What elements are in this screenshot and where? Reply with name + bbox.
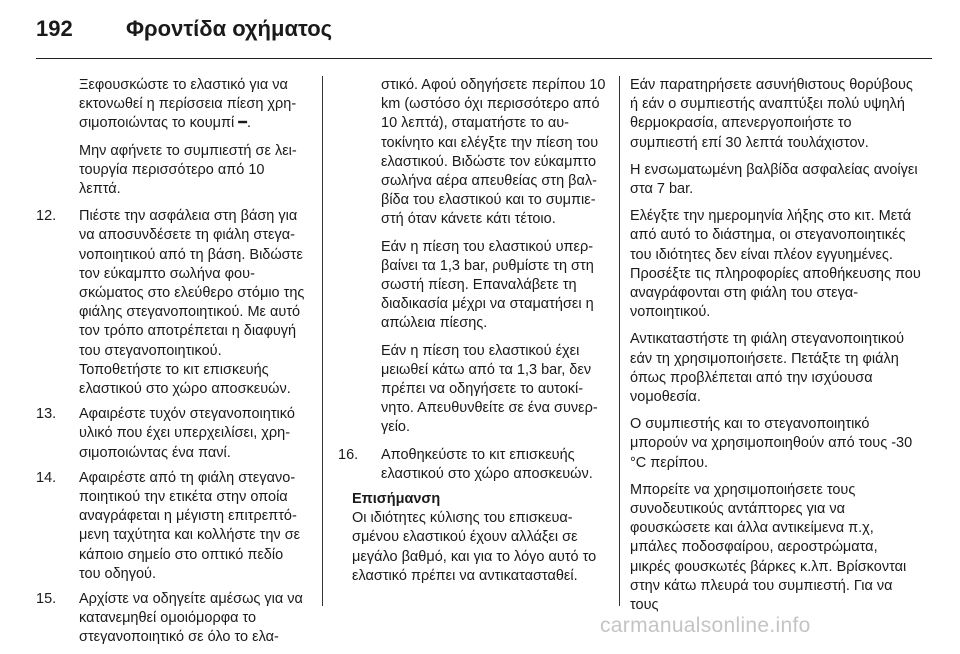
paragraph: Η ενσωματωμένη βαλβίδα ασφαλείας ανοίγει στα 7 bar. bbox=[630, 161, 918, 198]
list-item bbox=[36, 405, 306, 463]
paragraph: Εάν παρατηρήσετε ασυνήθιστους θορύβους ή εάν ο συμπιεστής αναπτύξει πολύ υψηλή θερμοκρασία, απενεργοποιήστε το συμπιεστή επί 30 λεπτά τουλάχιστον. bbox=[630, 77, 913, 151]
watermark-text: carmanualsonline.info bbox=[600, 614, 811, 637]
list-item-text: Πιέστε την ασφάλεια στη βάση για να αποσυνδέσετε τη φιάλη στεγανοποιητικού από τη βάση. Βιδώστε τον εύκαμπτο σωλήνα φουσκώματος στο ελεύθερο στόμιο της φιάλης στεγανοποιητικού. Με αυτό τον τρόπο αποτρέπεται η διαφυγή του στεγανοποιητικού. Τοποθετήστε το κιτ επισκευής ελαστικού στο χώρο αποσκευών. bbox=[79, 208, 305, 398]
paragraph: Εάν η πίεση του ελαστικού έχει μειωθεί κάτω από τα 1,3 bar, δεν πρέπει να οδηγήσετε το αυτοκίνητο. Απευθυνθείτε σε ένα συνεργείο. bbox=[381, 342, 598, 436]
page-header bbox=[36, 16, 932, 46]
list-item bbox=[36, 590, 306, 648]
page-number: 192 bbox=[36, 16, 73, 41]
list-item-number: 16. bbox=[338, 446, 359, 463]
paragraph: στικό. Αφού οδηγήσετε περίπου 10 km (ωστόσο όχι περισσότερο από 10 λεπτά), σταματήστε το αυτοκίνητο και ελέγξτε την πίεση του ελαστικού. Βιδώστε τον εύκαμπτο σωλήνα αέρα απευθείας στη βαλβίδα του ελαστικού και το συμπιεστή όταν κάνετε κάτι τέτοιο. bbox=[381, 77, 606, 228]
list-item-number: 12. bbox=[36, 208, 57, 225]
list-item-number: 13. bbox=[36, 406, 57, 423]
paragraph: Αντικαταστήστε τη φιάλη στεγανοποιητικού εάν τη χρησιμοποιήσετε. Πετάξτε τη φιάλη όπως προβλέπεται από την ισχύουσα νομοθεσία. bbox=[630, 331, 905, 406]
list-item bbox=[338, 446, 606, 484]
list-item-text: Αφαιρέστε από τη φιάλη στεγανοποιητικού την ετικέτα στην οποία αναγράφεται η μέγιστη επιτρεπτόμενη ταχύτητα και κολλήστε την σε κάποιο σημείο στο οπτικό πεδίο του οδηγού. bbox=[79, 469, 301, 582]
list-item bbox=[36, 207, 306, 399]
paragraph: Μην αφήνετε το συμπιεστή σε λειτουργία περισσότερο από 10 λεπτά. bbox=[79, 142, 297, 198]
column-divider bbox=[322, 76, 323, 606]
page-title: Φροντίδα οχήματος bbox=[126, 16, 333, 41]
note-block bbox=[338, 490, 606, 586]
note-text: Οι ιδιότητες κύλισης του επισκευασμένου ελαστικού έχουν αλλάξει σε μεγάλο βαθμό, και για το λόγο αυτό το ελαστικό πρέπει να αντικατασταθεί. bbox=[352, 510, 597, 584]
list-item-number: 15. bbox=[36, 591, 57, 608]
list-item bbox=[36, 469, 306, 584]
list-item-text: Αρχίστε να οδηγείτε αμέσως για να κατανεμηθεί ομοιόμορφα το στεγανοποιητικό σε όλο το ελα- bbox=[79, 591, 303, 646]
paragraph: Εάν η πίεση του ελαστικού υπερβαίνει τα 1,3 bar, ρυθμίστε τη στη σωστή πίεση. Επαναλάβετε τη διαδικασία μέχρι να σταματήσει η απώλεια πίεσης. bbox=[381, 238, 594, 332]
header-rule bbox=[36, 58, 932, 59]
paragraph: Ξεφουσκώστε το ελαστικό για να εκτονωθεί η περίσσεια πίεση χρησιμοποιώντας το κουμπί ━. bbox=[79, 77, 297, 132]
column-1 bbox=[36, 76, 306, 654]
note-heading: Επισήμανση bbox=[352, 491, 441, 508]
column-3 bbox=[630, 76, 922, 623]
paragraph: Μπορείτε να χρησιμοποιήσετε τους συνοδευτικούς αντάπτορες για να φουσκώσετε και άλλα αντικείμενα π.χ, μπάλες ποδοσφαίρου, αεροστρώματα, μικρές φουσκωτές βάρκες κ.λπ. Βρίσκονται στην κάτω πλευρά του συμπιεστή. Για να τους bbox=[630, 481, 907, 614]
column-2 bbox=[338, 76, 606, 586]
column-divider bbox=[619, 76, 620, 606]
list-item-number: 14. bbox=[36, 469, 57, 486]
paragraph: Ελέγξτε την ημερομηνία λήξης στο κιτ. Μετά από αυτό το διάστημα, οι στεγανοποιητικές του ιδιότητες δεν είναι πλέον εγγυημένες. Προσέξτε τις πληροφορίες αποθήκευσης που αναγράφονται στη φιάλη του στεγανοποιητικού. bbox=[630, 208, 921, 321]
list-item-text: Αφαιρέστε τυχόν στεγανοποιητικό υλικό που έχει υπερχειλίσει, χρησιμοποιώντας ένα πανί. bbox=[79, 406, 295, 461]
list-item-text: Αποθηκεύστε το κιτ επισκευής ελαστικού στο χώρο αποσκευών. bbox=[381, 446, 593, 482]
paragraph: Ο συμπιεστής και το στεγανοποιητικό μπορούν να χρησιμοποιηθούν από τους -30 °C περίπου. bbox=[630, 416, 913, 471]
